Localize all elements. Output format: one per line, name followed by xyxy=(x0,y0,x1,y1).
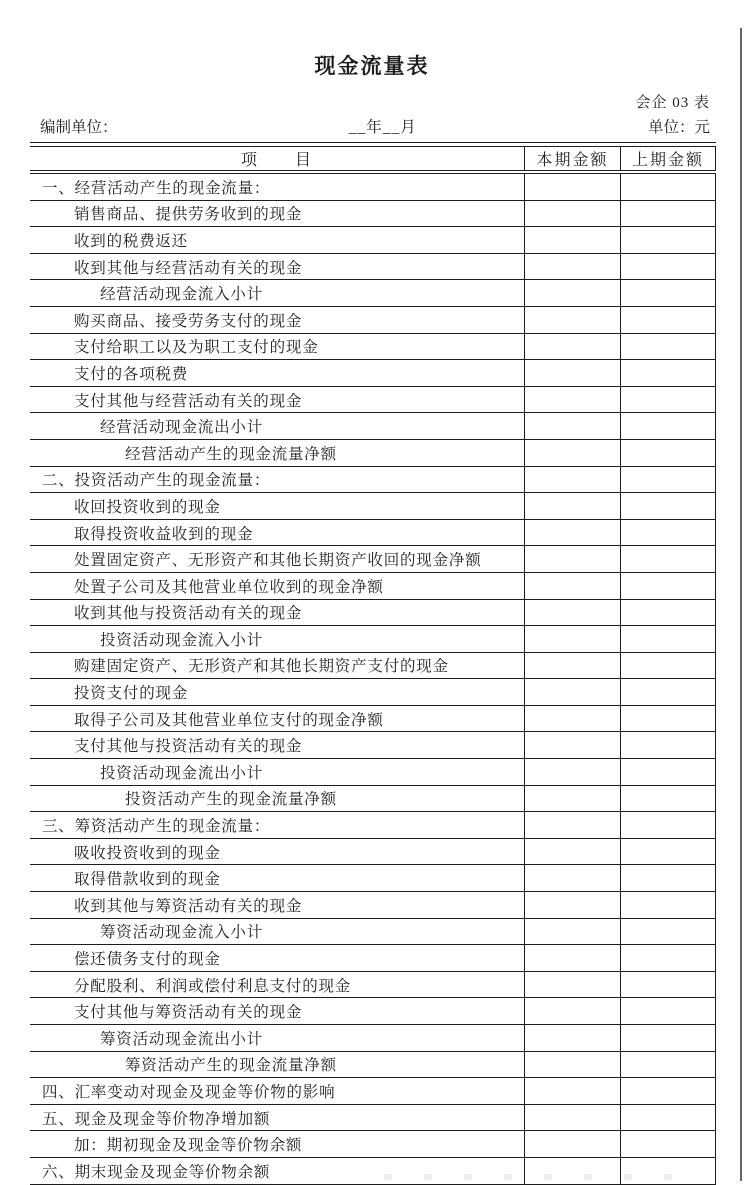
prior-amount-cell xyxy=(620,1025,716,1051)
page-title: 现金流量表 xyxy=(314,54,430,78)
row-label: 六、期末现金及现金等价物余额 xyxy=(42,1163,271,1181)
table-row xyxy=(30,334,716,361)
row-label: 二、投资活动产生的现金流量： xyxy=(42,472,271,490)
current-amount-cell xyxy=(524,1052,620,1078)
current-amount-cell xyxy=(524,546,620,572)
row-label: 支付其他与筹资活动有关的现金 xyxy=(74,1004,303,1022)
current-amount-cell xyxy=(524,307,620,333)
prior-amount-cell xyxy=(620,919,716,945)
prior-amount-cell xyxy=(620,1052,716,1078)
form-code-label: 会企 03 表 xyxy=(635,95,710,111)
prior-amount-cell xyxy=(620,440,716,466)
table-row xyxy=(30,520,716,547)
row-label: 经营活动现金流入小计 xyxy=(100,286,264,304)
unit-label: 单位：元 xyxy=(647,119,710,136)
table-row xyxy=(30,280,716,307)
prepared-by-label: 编制单位： xyxy=(40,119,118,136)
current-amount-cell xyxy=(524,1105,620,1131)
row-label: 一、经营活动产生的现金流量： xyxy=(42,179,271,197)
prior-amount-cell xyxy=(620,732,716,758)
table-row xyxy=(30,254,716,281)
current-amount-cell xyxy=(524,254,620,280)
row-label: 四、汇率变动对现金及现金等价物的影响 xyxy=(42,1083,336,1101)
row-label: 经营活动现金流出小计 xyxy=(100,419,264,437)
current-amount-cell xyxy=(524,493,620,519)
current-amount-cell xyxy=(524,786,620,812)
current-amount-cell xyxy=(524,919,620,945)
prior-amount-cell xyxy=(620,945,716,971)
prior-amount-cell xyxy=(620,174,716,200)
current-amount-cell xyxy=(524,520,620,546)
table-row xyxy=(30,892,716,919)
table-row xyxy=(30,387,716,414)
current-amount-cell xyxy=(524,945,620,971)
prior-amount-cell xyxy=(620,520,716,546)
row-label: 购建固定资产、无形资产和其他长期资产支付的现金 xyxy=(74,658,449,676)
table-row xyxy=(30,360,716,387)
current-amount-cell xyxy=(524,865,620,891)
table-row xyxy=(30,679,716,706)
table-row xyxy=(30,1052,716,1079)
row-label: 吸收投资收到的现金 xyxy=(74,844,221,862)
table-row xyxy=(30,467,716,494)
prior-amount-cell xyxy=(620,227,716,253)
table-row xyxy=(30,998,716,1025)
table-row xyxy=(30,1105,716,1132)
table-row xyxy=(30,174,716,201)
prior-amount-cell xyxy=(620,679,716,705)
prior-amount-cell xyxy=(620,201,716,227)
row-label: 筹资活动产生的现金流量净额 xyxy=(125,1057,337,1075)
current-amount-cell xyxy=(524,600,620,626)
current-amount-cell xyxy=(524,679,620,705)
prior-amount-cell xyxy=(620,786,716,812)
cash-flow-table xyxy=(30,142,716,1185)
prior-amount-cell xyxy=(620,1078,716,1104)
table-body xyxy=(30,174,716,1185)
prior-amount-cell xyxy=(620,839,716,865)
table-row xyxy=(30,759,716,786)
row-label: 销售商品、提供劳务收到的现金 xyxy=(74,206,303,224)
current-amount-cell xyxy=(524,440,620,466)
prior-amount-cell xyxy=(620,546,716,572)
row-label: 五、现金及现金等价物净增加额 xyxy=(42,1110,271,1128)
row-label: 处置固定资产、无形资产和其他长期资产收回的现金净额 xyxy=(74,552,482,570)
table-row xyxy=(30,413,716,440)
watermark-remnant xyxy=(384,1174,704,1180)
prior-amount-cell xyxy=(620,892,716,918)
table-header-row xyxy=(30,147,716,170)
prior-amount-cell xyxy=(620,759,716,785)
row-label: 投资活动产生的现金流量净额 xyxy=(125,791,337,809)
row-label: 收到其他与筹资活动有关的现金 xyxy=(74,897,303,915)
prior-amount-cell xyxy=(620,493,716,519)
row-label: 筹资活动现金流入小计 xyxy=(100,924,264,942)
table-row xyxy=(30,307,716,334)
row-label: 购买商品、接受劳务支付的现金 xyxy=(74,312,303,330)
prior-amount-cell xyxy=(620,706,716,732)
row-label: 筹资活动现金流出小计 xyxy=(100,1030,264,1048)
prior-amount-cell xyxy=(620,600,716,626)
table-row xyxy=(30,440,716,467)
current-amount-cell xyxy=(524,732,620,758)
current-amount-cell xyxy=(524,706,620,732)
prior-amount-cell xyxy=(620,1131,716,1157)
current-amount-cell xyxy=(524,413,620,439)
table-row xyxy=(30,546,716,573)
current-amount-cell xyxy=(524,998,620,1024)
table-row xyxy=(30,600,716,627)
row-label: 投资活动现金流出小计 xyxy=(100,764,264,782)
prior-amount-cell xyxy=(620,467,716,493)
current-amount-cell xyxy=(524,759,620,785)
period-label: __年__月 xyxy=(348,119,417,136)
table-row xyxy=(30,945,716,972)
current-amount-cell xyxy=(524,174,620,200)
prior-amount-cell xyxy=(620,1105,716,1131)
row-label: 收到其他与投资活动有关的现金 xyxy=(74,605,303,623)
prior-amount-cell xyxy=(620,812,716,838)
current-amount-cell xyxy=(524,1078,620,1104)
prior-amount-cell xyxy=(620,413,716,439)
current-amount-cell xyxy=(524,467,620,493)
current-amount-cell xyxy=(524,227,620,253)
table-row xyxy=(30,732,716,759)
prior-amount-cell xyxy=(620,865,716,891)
current-amount-cell xyxy=(524,334,620,360)
row-label: 偿还债务支付的现金 xyxy=(74,951,221,969)
table-row xyxy=(30,201,716,228)
row-label: 经营活动产生的现金流量净额 xyxy=(125,445,337,463)
row-label: 取得借款收到的现金 xyxy=(74,871,221,889)
row-label: 收到的税费返还 xyxy=(74,232,189,250)
row-label: 分配股利、利润或偿付利息支付的现金 xyxy=(74,977,352,995)
table-row xyxy=(30,972,716,999)
current-amount-cell xyxy=(524,892,620,918)
prior-amount-cell xyxy=(620,334,716,360)
prior-amount-cell xyxy=(620,653,716,679)
row-label: 投资支付的现金 xyxy=(74,685,189,703)
current-amount-cell xyxy=(524,1131,620,1157)
current-amount-cell xyxy=(524,360,620,386)
current-amount-cell xyxy=(524,573,620,599)
prior-amount-cell xyxy=(620,972,716,998)
row-label: 处置子公司及其他营业单位收到的现金净额 xyxy=(74,578,384,596)
row-label: 支付其他与投资活动有关的现金 xyxy=(74,738,303,756)
row-label: 收到其他与经营活动有关的现金 xyxy=(74,259,303,277)
prior-amount-cell xyxy=(620,254,716,280)
table-row xyxy=(30,865,716,892)
current-amount-cell xyxy=(524,201,620,227)
meta-row xyxy=(40,115,710,137)
current-amount-cell xyxy=(524,812,620,838)
row-label: 加：期初现金及现金等价物余额 xyxy=(74,1137,303,1155)
row-label: 支付给职工以及为职工支付的现金 xyxy=(74,339,319,357)
table-row xyxy=(30,706,716,733)
row-label: 支付其他与经营活动有关的现金 xyxy=(74,392,303,410)
row-label: 支付的各项税费 xyxy=(74,365,189,383)
row-label: 三、筹资活动产生的现金流量： xyxy=(42,818,271,836)
table-row xyxy=(30,626,716,653)
table-row xyxy=(30,786,716,813)
table-row xyxy=(30,653,716,680)
row-label: 投资活动现金流入小计 xyxy=(100,631,264,649)
prior-amount-cell xyxy=(620,573,716,599)
table-row xyxy=(30,1078,716,1105)
table-row xyxy=(30,227,716,254)
table-row xyxy=(30,1025,716,1052)
table-row xyxy=(30,1131,716,1158)
prior-amount-cell xyxy=(620,280,716,306)
prior-amount-cell xyxy=(620,307,716,333)
prior-amount-cell xyxy=(620,998,716,1024)
column-header-current-period: 本期金额 xyxy=(524,147,620,170)
current-amount-cell xyxy=(524,626,620,652)
current-amount-cell xyxy=(524,972,620,998)
current-amount-cell xyxy=(524,653,620,679)
scan-edge-artifact xyxy=(740,28,742,1181)
current-amount-cell xyxy=(524,280,620,306)
column-header-item: 项 目 xyxy=(240,151,313,169)
table-row xyxy=(30,839,716,866)
prior-amount-cell xyxy=(620,360,716,386)
table-row xyxy=(30,573,716,600)
prior-amount-cell xyxy=(620,387,716,413)
current-amount-cell xyxy=(524,387,620,413)
table-row xyxy=(30,919,716,946)
row-label: 取得子公司及其他营业单位支付的现金净额 xyxy=(74,711,384,729)
column-header-prior-period: 上期金额 xyxy=(620,147,716,170)
table-row xyxy=(30,493,716,520)
row-label: 取得投资收益收到的现金 xyxy=(74,525,254,543)
prior-amount-cell xyxy=(620,626,716,652)
current-amount-cell xyxy=(524,1025,620,1051)
table-row xyxy=(30,812,716,839)
current-amount-cell xyxy=(524,839,620,865)
row-label: 收回投资收到的现金 xyxy=(74,498,221,516)
